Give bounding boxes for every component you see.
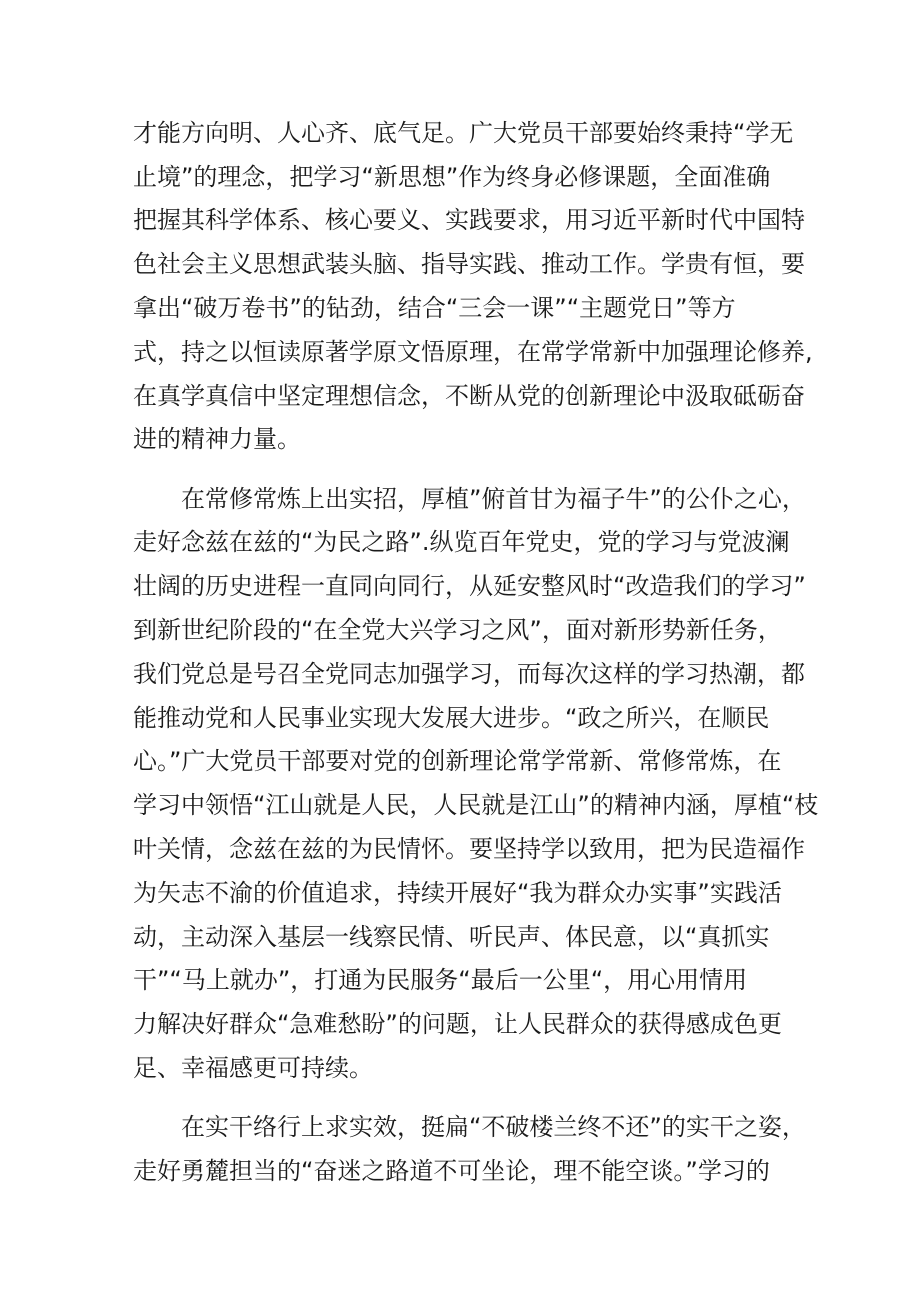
- text-line: 足、幸福感更可持续。: [133, 1054, 373, 1082]
- text-line: 走好念兹在兹的“为民之路”.纵览百年党史，党的学习与党波澜: [133, 528, 790, 556]
- text-line: 动，主动深入基层一线察民情、听民声、体民意，以“真抓实: [133, 923, 770, 951]
- text-line: 为矢志不渝的价值追求，持续开展好“我为群众办实事”实践活: [133, 879, 782, 907]
- text-line: 进的精神力量。: [133, 425, 301, 453]
- text-line: 在真学真信中坚定理想信念，不断从党的创新理论中汲取砥砺奋: [133, 382, 805, 410]
- text-line: 力解决好群众“急难愁盼”的问题，让人民群众的获得感成色更: [133, 1010, 782, 1038]
- text-line: 拿出“破万卷书”的钻劲，结合“三会一课”“主题党日”等方: [133, 294, 736, 322]
- text-line: 把握其科学体系、核心要义、实践要求，用习近平新时代中国特: [133, 206, 805, 234]
- text-line: 才能方向明、人心齐、底气足。广大党员干部要始终秉持“学无: [133, 119, 794, 147]
- text-line: 心。”广大党员干部要对党的创新理论常学常新、常修常炼，在: [133, 747, 782, 775]
- text-line: 式，持之以恒读原著学原文悟原理，在常学常新中加强理论修养,: [133, 338, 813, 366]
- text-line: 在实干络行上求实效，挺扁“不破楼兰终不还”的实干之姿，: [181, 1113, 806, 1141]
- text-line: 叶关情，念兹在兹的为民情怀。要坚持学以致用，把为民造福作: [133, 835, 805, 863]
- text-line: 到新世纪阶段的“在全党大兴学习之风”，面对新形势新任务，: [133, 616, 782, 644]
- text-line: 学习中领悟“江山就是人民，人民就是江山”的精神内涵，厚植“枝: [133, 791, 819, 819]
- text-line: 能推动党和人民事业实现大发展大进步。“政之所兴，在顺民: [133, 704, 770, 732]
- text-line: 壮阔的历史进程一直同向同行，从延安整风时“改造我们的学习”: [133, 572, 806, 600]
- text-line: 色社会主义思想武装头脑、指导实践、推动工作。学贵有恒，要: [133, 250, 805, 278]
- text-line: 干”“马上就办”，打通为民服务“最后一公里“，用心用情用: [133, 966, 748, 994]
- text-line: 止境”的理念，把学习“新思想”作为终身必修课题，全面准确: [133, 163, 771, 191]
- text-line: 走好勇麓担当的“奋迷之路道不可坐论，理不能空谈。”学习的: [133, 1157, 770, 1185]
- text-line: 在常修常炼上出实招，厚植”俯首甘为福子牛”的公仆之心，: [181, 485, 806, 513]
- text-line: 我们党总是号召全党同志加强学习，而每次这样的学习热潮，都: [133, 660, 805, 688]
